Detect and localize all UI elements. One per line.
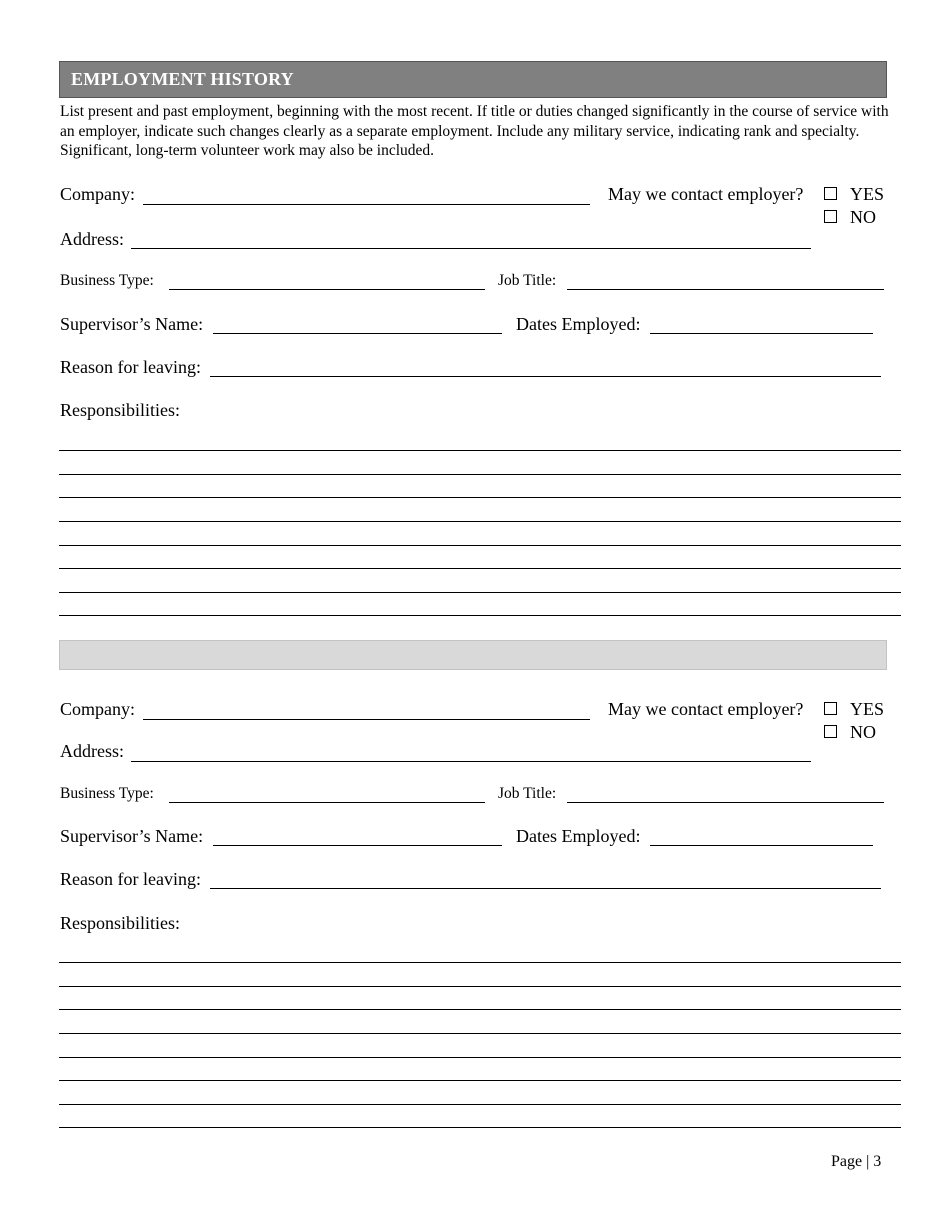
responsibilities-label: Responsibilities: bbox=[60, 400, 181, 420]
responsibilities-line[interactable] bbox=[59, 962, 901, 963]
supervisor-label: Supervisor’s Name: bbox=[60, 826, 204, 846]
supervisor-field[interactable] bbox=[213, 333, 502, 334]
job-title-label: Job Title: bbox=[498, 785, 557, 802]
responsibilities-label: Responsibilities: bbox=[60, 913, 181, 933]
company-label: Company: bbox=[60, 184, 135, 204]
responsibilities-line[interactable] bbox=[59, 450, 901, 451]
contact-no-label: NO bbox=[850, 207, 876, 227]
contact-yes-label: YES bbox=[850, 184, 885, 204]
contact-yes-checkbox[interactable] bbox=[824, 187, 837, 200]
responsibilities-line[interactable] bbox=[59, 521, 901, 522]
responsibilities-line[interactable] bbox=[59, 1080, 901, 1081]
responsibilities-line[interactable] bbox=[59, 1104, 901, 1105]
responsibilities-line[interactable] bbox=[59, 1127, 901, 1128]
responsibilities-line[interactable] bbox=[59, 545, 901, 546]
address-label: Address: bbox=[60, 229, 124, 249]
reason-leaving-label: Reason for leaving: bbox=[60, 869, 201, 889]
reason-leaving-field[interactable] bbox=[210, 888, 881, 889]
reason-leaving-field[interactable] bbox=[210, 376, 881, 377]
responsibilities-line[interactable] bbox=[59, 986, 901, 987]
contact-no-checkbox[interactable] bbox=[824, 210, 837, 223]
business-type-label: Business Type: bbox=[60, 785, 154, 802]
reason-leaving-label: Reason for leaving: bbox=[60, 357, 201, 377]
dates-employed-field[interactable] bbox=[650, 333, 873, 334]
section-header bbox=[59, 61, 887, 98]
supervisor-field[interactable] bbox=[213, 845, 502, 846]
contact-no-label: NO bbox=[850, 722, 876, 742]
dates-employed-label: Dates Employed: bbox=[516, 314, 641, 334]
contact-yes-checkbox[interactable] bbox=[824, 702, 837, 715]
job-title-label: Job Title: bbox=[498, 272, 557, 289]
contact-employer-label: May we contact employer? bbox=[608, 184, 804, 204]
address-field[interactable] bbox=[131, 248, 811, 249]
address-field[interactable] bbox=[131, 761, 811, 762]
contact-employer-label: May we contact employer? bbox=[608, 699, 804, 719]
responsibilities-line[interactable] bbox=[59, 1009, 901, 1010]
contact-no-checkbox[interactable] bbox=[824, 725, 837, 738]
responsibilities-line[interactable] bbox=[59, 568, 901, 569]
intro-text: List present and past employment, beginning with the most recent. If title or duties changed significantly in the course of service with an employer, indicate such changes clearly as a separate employment. Include any military service, indicating rank and specialty. Significant, long-term volunteer work may also be included. bbox=[60, 103, 889, 159]
company-label: Company: bbox=[60, 699, 135, 719]
business-type-field[interactable] bbox=[169, 289, 485, 290]
dates-employed-label: Dates Employed: bbox=[516, 826, 641, 846]
job-title-field[interactable] bbox=[567, 289, 884, 290]
address-label: Address: bbox=[60, 741, 124, 761]
business-type-field[interactable] bbox=[169, 802, 485, 803]
contact-yes-label: YES bbox=[850, 699, 885, 719]
entry-separator bbox=[59, 640, 887, 670]
responsibilities-line[interactable] bbox=[59, 1033, 901, 1034]
business-type-label: Business Type: bbox=[60, 272, 154, 289]
company-field[interactable] bbox=[143, 719, 590, 720]
company-field[interactable] bbox=[143, 204, 590, 205]
page-number: Page | 3 bbox=[831, 1153, 882, 1170]
responsibilities-line[interactable] bbox=[59, 592, 901, 593]
job-title-field[interactable] bbox=[567, 802, 884, 803]
responsibilities-line[interactable] bbox=[59, 474, 901, 475]
responsibilities-line[interactable] bbox=[59, 497, 901, 498]
section-title: EMPLOYMENT HISTORY bbox=[71, 69, 294, 89]
dates-employed-field[interactable] bbox=[650, 845, 873, 846]
responsibilities-line[interactable] bbox=[59, 615, 901, 616]
responsibilities-line[interactable] bbox=[59, 1057, 901, 1058]
supervisor-label: Supervisor’s Name: bbox=[60, 314, 204, 334]
